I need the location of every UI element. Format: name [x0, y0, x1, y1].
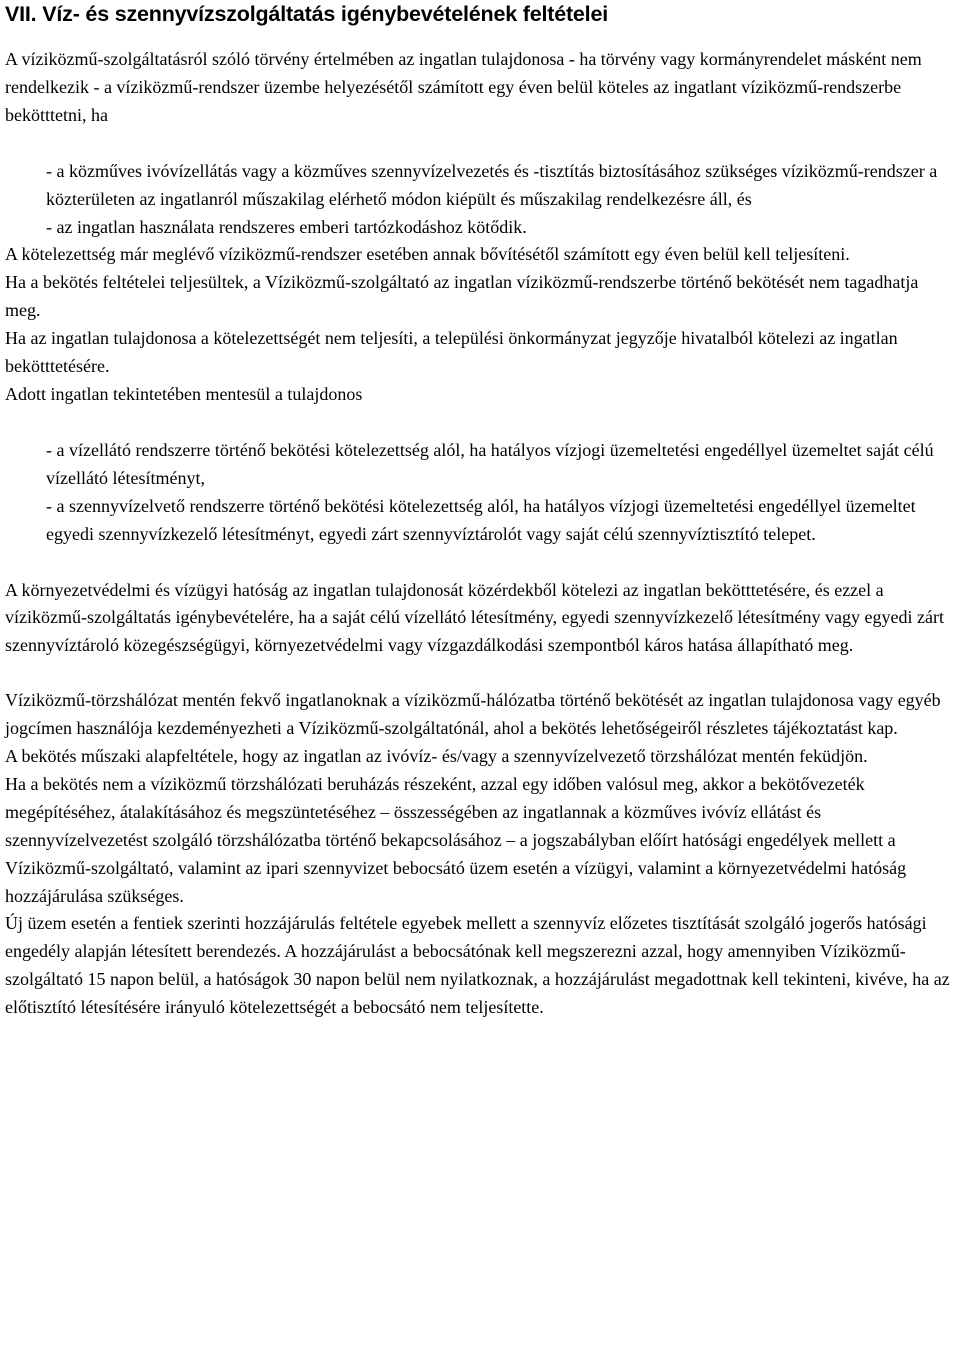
exemption-intro-paragraph: Adott ingatlan tekintetében mentesül a tulajdonos — [5, 383, 363, 404]
section-heading: VII. Víz- és szennyvízszolgáltatás igénybevételének feltételei — [5, 2, 608, 26]
condition-item-1: - a közműves ivóvízellátás vagy a közműves szennyvízelvezetés és -tisztítás biztosításához szükséges víziközmű-rendszer a közterületen az ingatlanról műszakilag elérhető módon kiépült és műszakilag rendelkezésre áll, és — [46, 160, 938, 209]
new-plant-paragraph: Új üzem esetén a fentiek szerinti hozzájárulás feltétele egyebek mellett a szennyvíz előzetes tisztítását szolgáló jogerős hatósági engedély alapján létesített berendezés. A hozzájárulást a bebocsátónak kell megszerezni azzal, hogy amennyiben Víziközmű-szolgáltató 15 napon belül, a hatóságok 30 napon belül nem nyilatkoznak, a hozzájárulást megadottnak kell tekinteni, kivéve, ha az előtisztító létesítésére irányuló kötelezettségét a bebocsátó nem teljesítette. — [5, 913, 950, 1018]
intro-paragraph: A víziközmű-szolgáltatásról szóló törvény értelmében az ingatlan tulajdonosa - ha törvény vagy kormányrendelet másként nem rendelkezik - a víziközmű-rendszer üzembe helyezésétől számított egy éven belül köteles az ingatlant víziközmű-rendszerbe bekötttetni, ha — [5, 49, 922, 125]
exemption-item-1: - a vízellátó rendszerre történő bekötési kötelezettség alól, ha hatályos vízjogi üzemeltetési engedéllyel üzemeltet saját célú vízellátó létesítményt, — [46, 439, 934, 488]
exemption-item-2: - a szennyvízelvető rendszerre történő bekötési kötelezettség alól, ha hatályos vízjogi üzemeltetési engedéllyel üzemeltet egyedi szennyvízkezelő létesítményt, egyedi zárt szennyvíztárolót vagy saját célú szennyvíztisztító telepet. — [46, 495, 916, 544]
initiation-paragraph: Víziközmű-törzshálózat mentén fekvő ingatlanoknak a víziközmű-hálózatba történő bekötését az ingatlan tulajdonosa vagy egyéb jogcímen használója kezdeményezheti a Víziközmű-szolgáltatónál, ahol a bekötés lehetőségeiről részletes tájékoztatást kap. — [5, 690, 941, 739]
condition-item-2: - az ingatlan használata rendszeres emberi tartózkodáshoz kötődik. — [46, 216, 527, 237]
permits-paragraph: Ha a bekötés nem a víziközmű törzshálózati beruházás részeként, azzal egy időben valósul meg, akkor a bekötővezeték megépítéséhez, átalakításához és megszüntetéséhez – összességében az ingatlannak a közműves ivóvíz ellátást és szennyvízelvezetést szolgáló törzshálózatba történő bekapcsolásához – a jogszabályban előírt hatósági engedélyek mellett a Víziközmű-szolgáltató, valamint az ipari szennyvizet bebocsátó üzem esetén a vízügyi, valamint a környezetvédelmi hatóság hozzájárulása szükséges. — [5, 773, 907, 906]
enforcement-paragraph: Ha az ingatlan tulajdonosa a kötelezettségét nem teljesíti, a települési önkormányzat jegyzője hivatalból kötelezi az ingatlan bekötttetésére. — [5, 328, 898, 377]
connection-refusal-paragraph: Ha a bekötés feltételei teljesültek, a Víziközmű-szolgáltató az ingatlan víziközmű-rendszerbe történő bekötését nem tagadhatja meg. — [5, 272, 919, 321]
authority-paragraph: A környezetvédelmi és vízügyi hatóság az ingatlan tulajdonosát közérdekből kötelezi az ingatlan bekötttetésére, és ezzel a víziközmű-szolgáltatás igénybevételére, ha a saját célú vízellátó létesítmény, egyedi szennyvízkezelő létesítmény vagy egyedi zárt szennyvíztároló közegészségügyi, környezetvédelmi vagy vízgazdálkodási szempontból káros hatása állapítható meg. — [5, 579, 944, 656]
technical-condition-paragraph: A bekötés műszaki alapfeltétele, hogy az ingatlan az ivóvíz- és/vagy a szennyvízelvezető törzshálózat mentén feküdjön. — [5, 746, 868, 767]
obligation-paragraph: A kötelezettség már meglévő víziközmű-rendszer esetében annak bővítésétől számított egy éven belül kell teljesíteni. — [5, 244, 850, 265]
